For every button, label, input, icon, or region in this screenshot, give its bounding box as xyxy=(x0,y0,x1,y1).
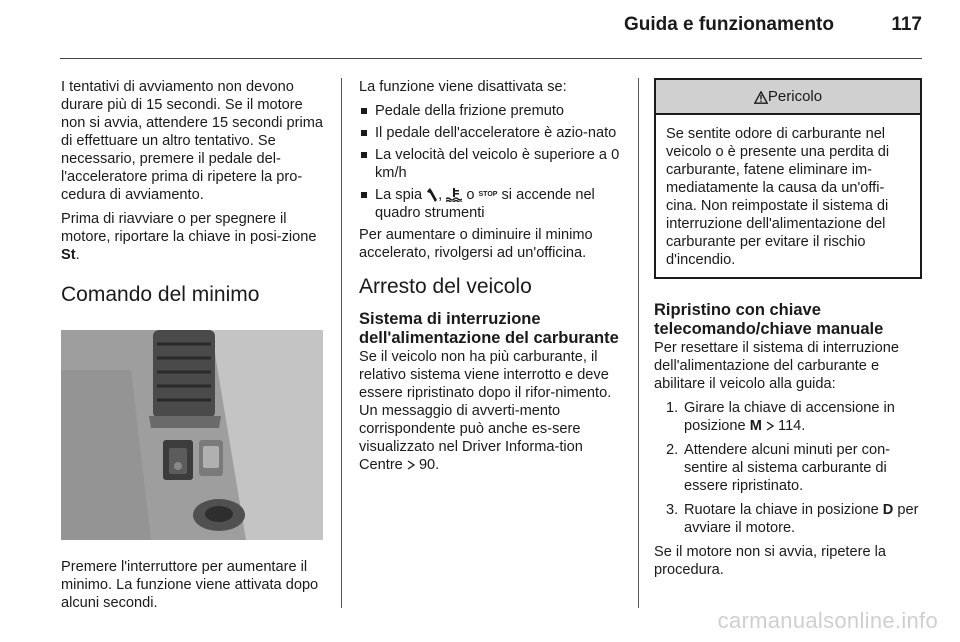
danger-box-header xyxy=(656,80,920,115)
paragraph-idle-adjust: Per aumentare o diminuire il minimo accelerato, rivolgersi ad un'officina. xyxy=(359,227,593,262)
column-divider-2 xyxy=(638,78,639,608)
column-divider-1 xyxy=(341,78,342,608)
step-text-post: per avviare il motore. xyxy=(684,502,919,536)
bullet-text: Il pedale dell'acceleratore è azio-nato xyxy=(375,125,617,141)
stop-icon: STOP xyxy=(478,191,498,199)
section-heading-idle: Comando del minimo xyxy=(61,283,260,306)
list-item xyxy=(666,441,922,495)
separator-or: o xyxy=(466,187,475,203)
bullet-text: Pedale della frizione premuto xyxy=(375,103,565,119)
idle-switch-image xyxy=(61,330,323,540)
paragraph-fuel-cutoff-text: Se il veicolo non ha più carburante, il relativo sistema viene interrotto e deve essere ripristinato dopo il rifor-nimento. Un messaggio di avverti-mento corrispondente può anche es-sere visualizzato nel Driver Informa-tion Centre xyxy=(359,349,612,474)
paragraph-restart-text: Prima di riavviare o per spegnere il motore, riportare la chiave in posi-zione xyxy=(61,211,317,245)
list-item xyxy=(666,399,922,435)
paragraph-fuel-cutoff xyxy=(359,348,625,474)
column-middle xyxy=(359,78,625,480)
page-reference-arrow-icon xyxy=(766,421,774,431)
header-title: Guida e funzionamento xyxy=(623,14,834,35)
step-text-pre: Ruotare la chiave in posizione xyxy=(684,502,879,518)
paragraph-start-attempts: I tentativi di avviamento non devono durare più di 15 secondi. Se il motore non si avvia, attendere 15 secondi prima di effettuare un altro tentativo. Se necessario, premere il pedale del-l'acceleratore prima di ripetere la pro-cedura di avviamento. xyxy=(61,79,324,203)
bullet-text: La velocità del veicolo è superiore a 0 km/h xyxy=(375,147,620,181)
column-right xyxy=(654,78,922,585)
danger-box xyxy=(654,78,922,279)
danger-box-title: Pericolo xyxy=(767,88,823,105)
step-number: 3. xyxy=(666,502,679,518)
header-rule xyxy=(60,58,922,59)
paragraph-restart: Prima di riavviare o per spegnere il motore, riportare la chiave in posi-zione St. xyxy=(61,211,317,263)
column-left xyxy=(61,78,325,618)
list-item xyxy=(359,146,625,182)
list-item xyxy=(359,124,625,142)
bullet-square-icon xyxy=(361,108,367,114)
page-reference-arrow-icon xyxy=(407,460,415,470)
danger-box-text: Se sentite odore di carburante nel veicolo o è presente una perdita di carburante, fatene eliminare im-mediatamente la causa da un'offi-cina. Non reimpostate il sistema di interruzione dell'alimentazione del carburante per evitare il rischio d'incendio. xyxy=(666,126,890,268)
key-position-d: D xyxy=(882,502,894,518)
bullet-text-post: si accende nel quadro strumenti xyxy=(375,187,595,222)
list-item xyxy=(666,501,922,537)
bullet-text-pre: La spia xyxy=(375,187,423,203)
paragraph-closing: Se il motore non si avvia, ripetere la procedura. xyxy=(654,544,886,578)
section-heading-vehicle-stop: Arresto del veicolo xyxy=(359,275,532,299)
watermark: carmanualsonline.info xyxy=(717,608,938,633)
warning-triangle-icon xyxy=(754,91,768,104)
page-number: 117 xyxy=(891,14,922,35)
bullet-square-icon xyxy=(361,192,367,198)
subheading-reset-key: Ripristino con chiave telecomando/chiave manuale xyxy=(654,301,884,338)
page-reference: 114. xyxy=(778,418,806,434)
step-text: Attendere alcuni minuti per con-sentire al sistema carburante di essere ripristinato. xyxy=(684,442,891,494)
key-position-st: St xyxy=(61,247,76,263)
bullet-square-icon xyxy=(361,130,367,136)
paragraph-deactivated-if: La funzione viene disattivata se: xyxy=(359,79,567,95)
wrench-icon xyxy=(426,188,438,202)
paragraph-reset-intro: Per resettare il sistema di interruzione dell'alimentazione del carburante e abilitare il veicolo alla guida: xyxy=(654,340,899,392)
step-text xyxy=(684,501,922,537)
list-item xyxy=(359,102,625,120)
bullet-square-icon xyxy=(361,152,367,158)
key-position-m: M xyxy=(749,418,762,434)
list-item xyxy=(359,186,625,222)
bullet-text-warning-lights xyxy=(375,186,625,222)
page-reference: 90. xyxy=(418,457,440,474)
step-number: 1. xyxy=(666,400,679,416)
dashboard-photo xyxy=(61,330,323,540)
subheading-fuel-cutoff: Sistema di interruzione dell'alimentazione del carburante xyxy=(359,310,619,348)
step-number: 2. xyxy=(666,442,679,458)
separator-comma: , xyxy=(438,187,443,203)
step-text xyxy=(684,399,922,435)
coolant-temperature-icon xyxy=(446,188,462,202)
step-text-pre: Girare la chiave di accensione in posizione xyxy=(684,400,895,434)
paragraph-idle-switch: Premere l'interruttore per aumentare il minimo. La funzione viene attivata dopo alcuni secondi. xyxy=(61,559,319,611)
